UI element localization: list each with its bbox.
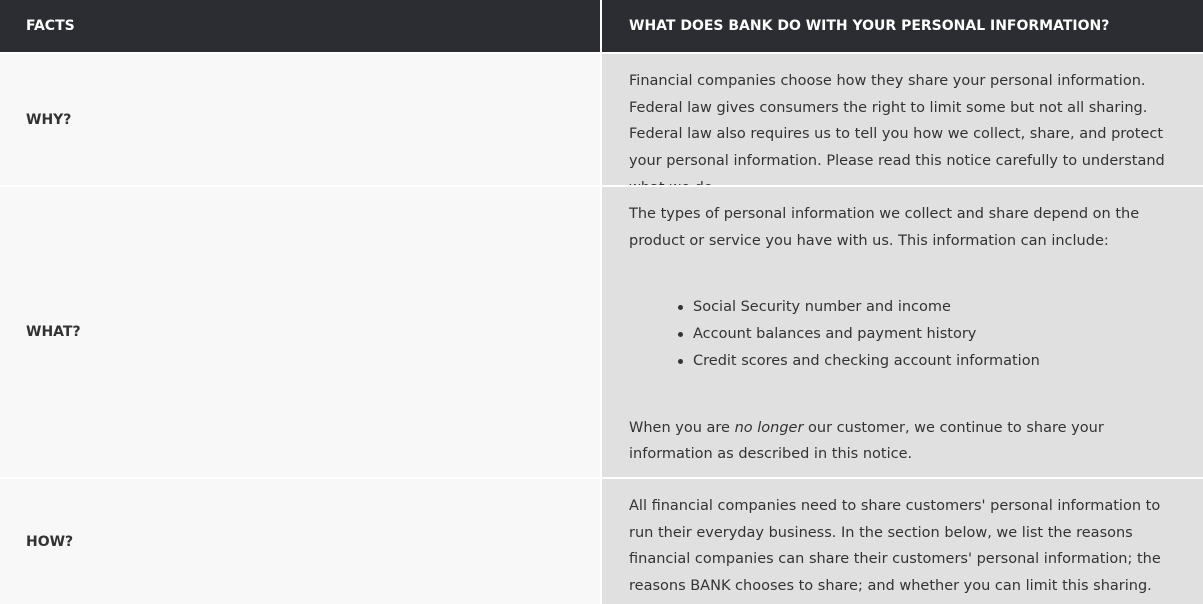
outro-after: our customer, we continue to share your information as described in this notice. xyxy=(629,419,1104,463)
row-why-label xyxy=(0,52,602,185)
info-types-list xyxy=(677,294,1181,374)
outro-before: When you are xyxy=(629,419,735,436)
header-question xyxy=(602,0,1203,52)
row-how-body xyxy=(602,477,1203,604)
row-why-label-text: WHY? xyxy=(26,111,72,128)
row-what-label xyxy=(0,185,602,477)
row-how-label xyxy=(0,477,602,604)
row-what-body xyxy=(602,185,1203,477)
header-facts-text: FACTS xyxy=(26,18,75,34)
row-why-body xyxy=(602,52,1203,185)
list-item: Social Security number and income xyxy=(677,294,1181,321)
header-question-text: WHAT DOES BANK DO WITH YOUR PERSONAL INFORMATION? xyxy=(629,18,1110,34)
row-what-outro xyxy=(629,415,1181,468)
list-item: Credit scores and checking account information xyxy=(677,348,1181,375)
row-what-intro: The types of personal information we collect and share depend on the product or service you have with us. This information can include: xyxy=(629,206,1140,249)
row-what-label-text: WHAT? xyxy=(26,324,81,340)
row-how-text: All financial companies need to share customers' personal information to run their everyday business. In the section below, we list the reasons financial companies can share their customers' personal information; the reasons BANK chooses to share; and whether you can limit this sharing. xyxy=(629,498,1161,595)
outro-emphasis: no longer xyxy=(734,419,804,436)
row-how-label-text: HOW? xyxy=(26,533,74,550)
list-item: Account balances and payment history xyxy=(677,321,1181,348)
row-why-text: Financial companies choose how they share your personal information. Federal law gives consumers the right to limit some but not all sharing. Federal law also requires us to tell you how we collect, share, and protect your personal information. Please read this notice carefully to understand xyxy=(629,73,1165,170)
header-facts xyxy=(0,0,602,52)
